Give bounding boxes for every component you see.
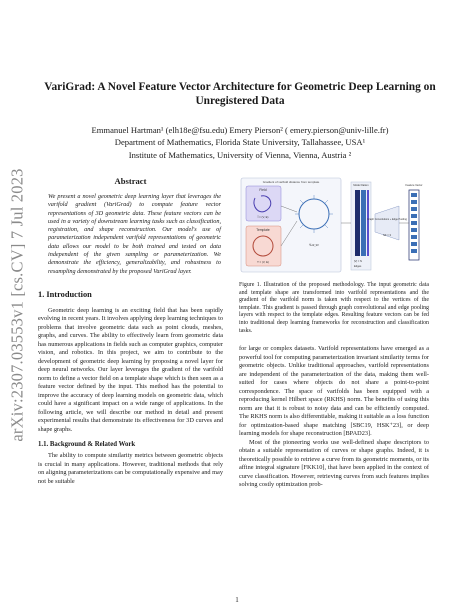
panel-banner-label: Gradient of varifold distance from template: [262, 180, 320, 184]
eq-template-label: T = (V, E): [257, 260, 269, 264]
feature-vector-cells: [411, 193, 417, 253]
edges-label: Edges: [354, 265, 362, 268]
arxiv-stamp: [3, 140, 33, 470]
feature-bar-1: [355, 190, 360, 256]
right-paragraph-2: Most of the pioneering works use well-defined shape descriptors to obtain a suitable representation of curves or shape graphs. Indeed, it is theoretically possible to retrieve a curve from its geometric moments, or its affine integral signature [FKK10], that have been applied in the context of curve classification. However, retrieving curves from such features implies solving costly optimization prob-: [239, 438, 429, 489]
template-label: Template: [256, 228, 270, 232]
mode-flatten-label: Mode Flatten: [353, 184, 369, 187]
figure-1: [239, 176, 429, 276]
feature-vector-label: Feature Vector: [405, 184, 423, 187]
left-column: [38, 176, 223, 486]
graph-conv-label: Graph Convolutions + Edge Pooling: [367, 218, 407, 221]
vertex-count-label: |V| = N: [354, 260, 362, 263]
intro-paragraph: Geometric deep learning is an exciting field that has been rapidly evolving in recent years. It involves applying deep learning techniques to problems that involve geometric data such as point clouds, meshes, graphs, and curves. The ability to effectively learn from geometric data has numerous applications in fields such as computer graphics, computer vision, and robotics. In this project, we aim to contribute to the development of geometric deep learning by proposing a novel layer for deep neural networks. Our layer leverages the gradient of the varifold norm to define a vector field on a template shape which is then seen as a feature vector defined by the input. This method has the potential to improve the accuracy of deep learning models on geometric data, which could have a significant impact on a wide range of applications. In the following article, we will describe our method in detail and present experimental results that demonstrate its effectiveness for 3D curves and shape graphs.: [38, 306, 223, 433]
subsection-heading-background: 1.1. Background & Related Work: [38, 441, 136, 449]
affiliation-2: Institute of Mathematics, University of Vienna, Vienna, Austria ²: [128, 149, 352, 160]
arxiv-id: arXiv:2307.03553v1 [cs.CV] 7 Jul 2023: [8, 168, 27, 442]
abstract-text: We present a novel geometric deep learning layer that leverages the varifold gradient (VariGrad) to compute feature vector representations of 3D geometric data. These feature vectors can be used in a variety of downstream learning tasks such as classification, registration, and shape reconstruction. Our model's use of parameterization independent varifold representations of geometric data allows our model to be both trained and tested on data independent of the given sampling or parameterization. We demonstrate the efficiency, generalizability, and robustness to resampling demonstrated by the proposed VariGrad layer.: [48, 193, 221, 275]
feature-bar-2: [361, 190, 366, 256]
page-number: 1: [235, 596, 239, 604]
eq-gradient-label: ∇ₓ‖(·)‖²: [309, 243, 319, 247]
affiliation-1: Department of Mathematics, Florida State University, Tallahassee, USA¹: [114, 137, 366, 148]
author-names: Emmanuel Hartman¹ (elh18e@fsu.edu) Emery Pierson² ( emery.pierson@univ-lille.fr): [91, 125, 389, 135]
background-paragraph: The ability to compute similarity metrics between geometric objects is crucial in many applications. However, traditional methods that rely on aligning parameterizations can be computationally expensive and may not be suitable: [38, 452, 223, 485]
field-label: Field: [259, 188, 267, 192]
eq-input-label: Î = (V, E): [257, 215, 269, 219]
figure-caption: Figure 1. Illustration of the proposed methodology. The input geometric data and template shape are transformed into varifold representations and the gradient of the varifold norm is taken with respect to the vertices of the template. This gradient is passed through graph convolutional and edge pooling layers with respect to the template edges. Resulting feature vectors can be fed into traditional deep learning frameworks for reconstruction and classification tasks.: [239, 282, 429, 334]
nf-label: NF = 3: [383, 234, 391, 237]
feature-bar-3: [367, 190, 369, 256]
abstract-heading: Abstract: [114, 176, 147, 186]
right-column: [239, 176, 429, 490]
paper-title: VariGrad: A Novel Feature Vector Architecture for Geometric Deep Learning on Unregistered Data: [44, 81, 436, 107]
section-heading-introduction: 1. Introduction: [38, 289, 92, 299]
author-block: [40, 124, 440, 161]
methodology-diagram: [239, 176, 429, 276]
right-paragraph-1: for large or complex datasets. Varifold representations have emerged as a powerful tool for computing parameterization invariant similarity terms for geometric objects. Unlike traditional approaches, varifold representations are independent of the parameterization of the data, making them well-suited for cases where objects do not share a point-to-point correspondence. The space of varifolds has been equipped with a reproducing kernel Hilbert space (RKHS) norm. The benefits of using this norm are that it is robust to noisy data and can be efficiently computed. The RKHS norm is also differentiable, making it suitable as a loss function for optimization-based shape matching [SBC19, HSK⁺23], or deep learning models for shape reconstruction [BPAD23].: [239, 345, 429, 438]
